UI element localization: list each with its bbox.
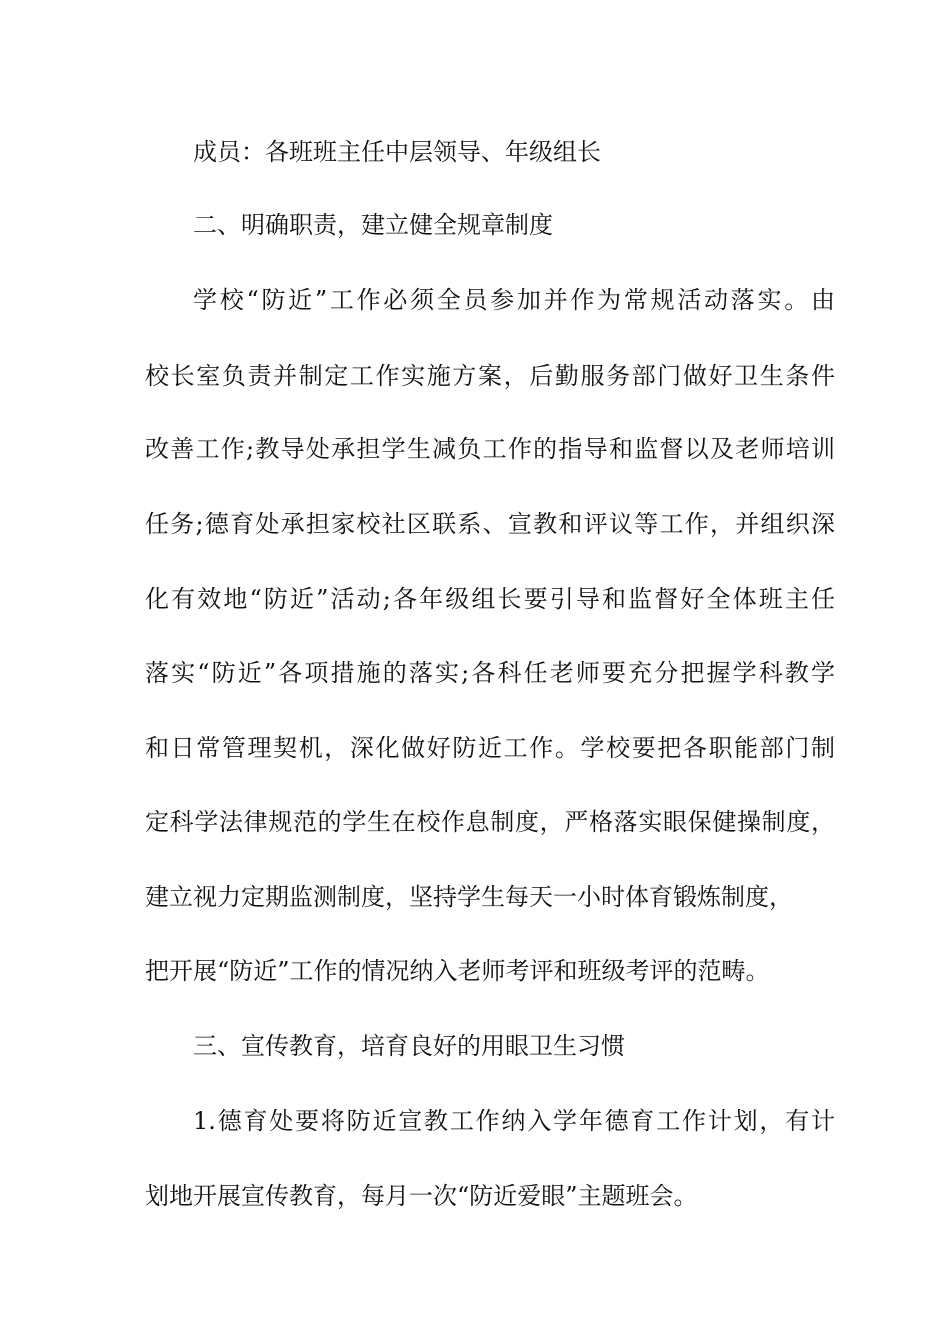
paragraph-line: 1.德育处要将防近宣教工作纳入学年德育工作计划，有计 [193,1107,835,1135]
paragraph-line: 把开展“防近”工作的情况纳入老师考评和班级考评的范畴。 [145,957,770,985]
paragraph-line: 校长室负责并制定工作实施方案，后勤服务部门做好卫生条件 [145,362,835,390]
paragraph-line: 化有效地“防近”活动;各年级组长要引导和监督好全体班主任 [145,585,835,613]
paragraph-line: 改善工作;教导处承担学生减负工作的指导和监督以及老师培训 [145,435,835,463]
text-line-members: 成员：各班班主任中层领导、年级组长 [193,138,601,166]
paragraph-line: 落实“防近”各项措施的落实;各科任老师要充分把握学科教学 [145,659,835,687]
paragraph-line: 建立视力定期监测制度，坚持学生每天一小时体育锻炼制度， [145,883,793,911]
paragraph-line: 划地开展宣传教育，每月一次“防近爱眼”主题班会。 [145,1182,698,1210]
paragraph-line: 学校“防近”工作必须全员参加并作为常规活动落实。由 [193,286,835,314]
section-heading-3: 三、宣传教育，培育良好的用眼卫生习惯 [193,1032,625,1060]
paragraph-line: 定科学法律规范的学生在校作息制度，严格落实眼保健操制度， [145,808,835,836]
paragraph-line: 和日常管理契机，深化做好防近工作。学校要把各职能部门制 [145,734,835,762]
section-heading-2: 二、明确职责，建立健全规章制度 [193,211,553,239]
paragraph-line: 任务;德育处承担家校社区联系、宣教和评议等工作，并组织深 [145,510,835,538]
